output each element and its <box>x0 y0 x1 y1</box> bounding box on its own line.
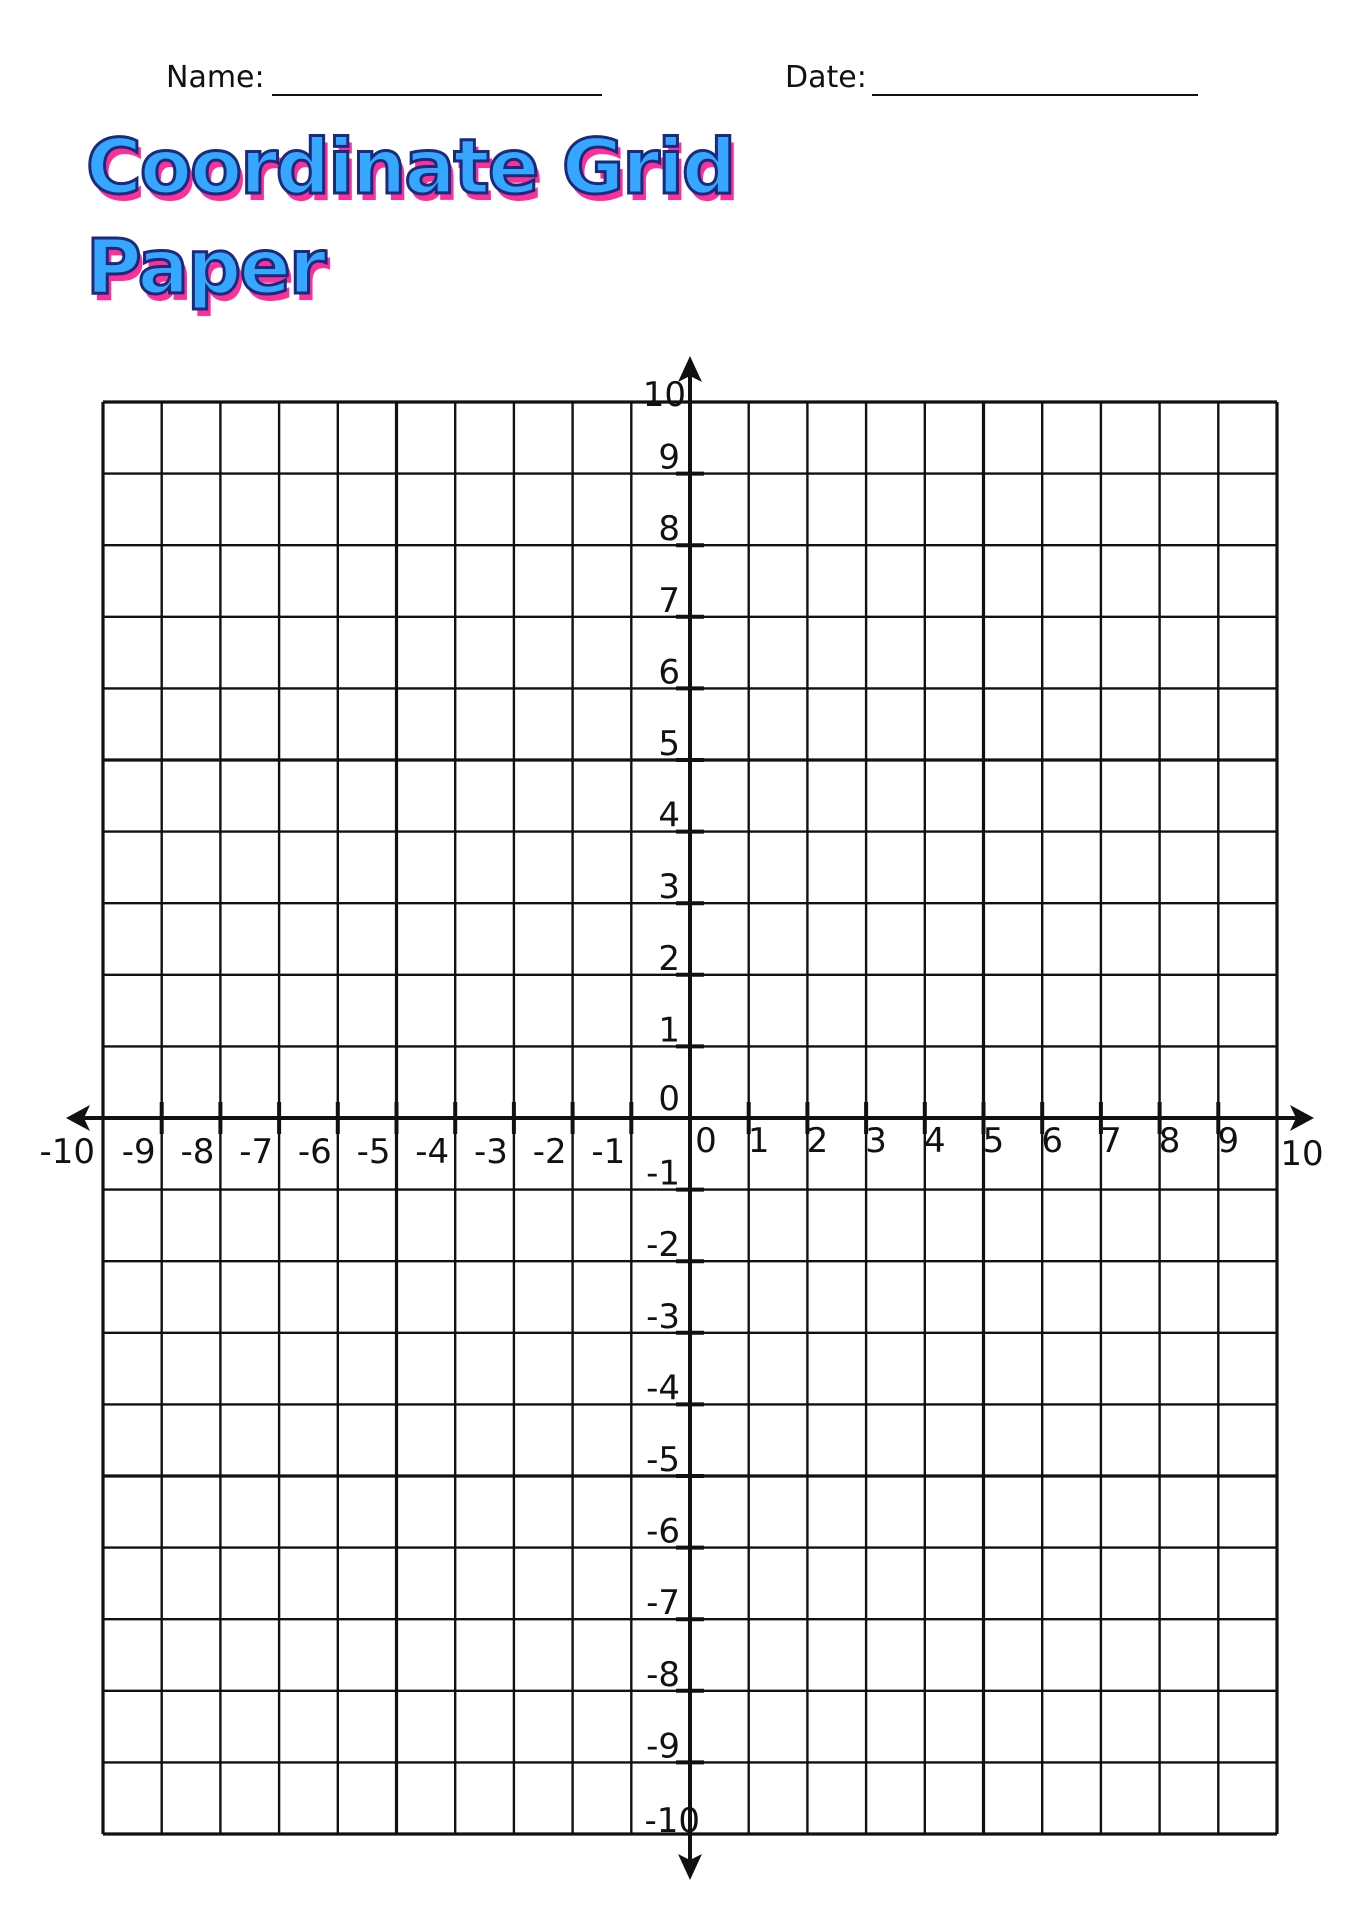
y-tick-label: 9 <box>658 437 680 478</box>
y-tick-label: -5 <box>646 1440 680 1480</box>
x-tick-label: 6 <box>1041 1121 1064 1161</box>
y-tick-label: 0 <box>658 1079 680 1119</box>
y-tick-label: -8 <box>646 1654 680 1695</box>
y-tick-label: -9 <box>646 1726 680 1767</box>
name-label: Name: <box>166 60 265 95</box>
x-tick-label: -7 <box>239 1132 274 1172</box>
x-tick-label: 10 <box>1280 1134 1324 1174</box>
date-label: Date: <box>785 60 867 95</box>
x-tick-label: -10 <box>39 1132 95 1172</box>
y-tick-label: 6 <box>658 652 680 693</box>
x-tick-label: -5 <box>356 1132 391 1172</box>
y-tick-label: 4 <box>658 795 680 836</box>
y-tick-label: 5 <box>658 724 680 764</box>
y-tick-label: 7 <box>658 580 680 621</box>
y-tick-label: 10 <box>642 375 686 415</box>
x-tick-label: 9 <box>1217 1121 1240 1161</box>
x-tick-label: -4 <box>415 1132 450 1172</box>
y-tick-label: -6 <box>646 1511 680 1552</box>
x-tick-label: -2 <box>532 1132 567 1172</box>
x-tick-label: 0 <box>695 1121 717 1161</box>
y-tick-label: 2 <box>658 938 680 979</box>
x-tick-label: 7 <box>1100 1121 1122 1161</box>
page-title-line-2: Paper <box>86 222 325 311</box>
x-tick-label: 1 <box>747 1121 770 1161</box>
y-tick-label: -4 <box>646 1368 680 1409</box>
x-tick-label: -9 <box>121 1132 156 1172</box>
y-tick-label: 3 <box>658 867 680 908</box>
x-tick-label: 8 <box>1158 1121 1181 1161</box>
page-title-line-1: Coordinate Grid <box>86 122 735 211</box>
x-tick-label: 5 <box>982 1121 1005 1161</box>
y-tick-label: -10 <box>644 1801 700 1841</box>
x-tick-label: -6 <box>297 1132 332 1172</box>
x-tick-label: 4 <box>923 1121 946 1161</box>
y-tick-label: -3 <box>646 1296 680 1337</box>
x-tick-label: 3 <box>865 1121 887 1161</box>
x-tick-label: -3 <box>473 1132 508 1172</box>
y-tick-label: -1 <box>646 1153 680 1194</box>
y-tick-label: -7 <box>646 1583 680 1624</box>
x-tick-label: 2 <box>806 1121 829 1161</box>
y-tick-label: 8 <box>658 509 680 550</box>
x-tick-label: -1 <box>591 1132 626 1172</box>
y-tick-label: 1 <box>658 1010 680 1051</box>
y-tick-label: -2 <box>646 1225 680 1266</box>
x-tick-label: -8 <box>180 1132 215 1172</box>
